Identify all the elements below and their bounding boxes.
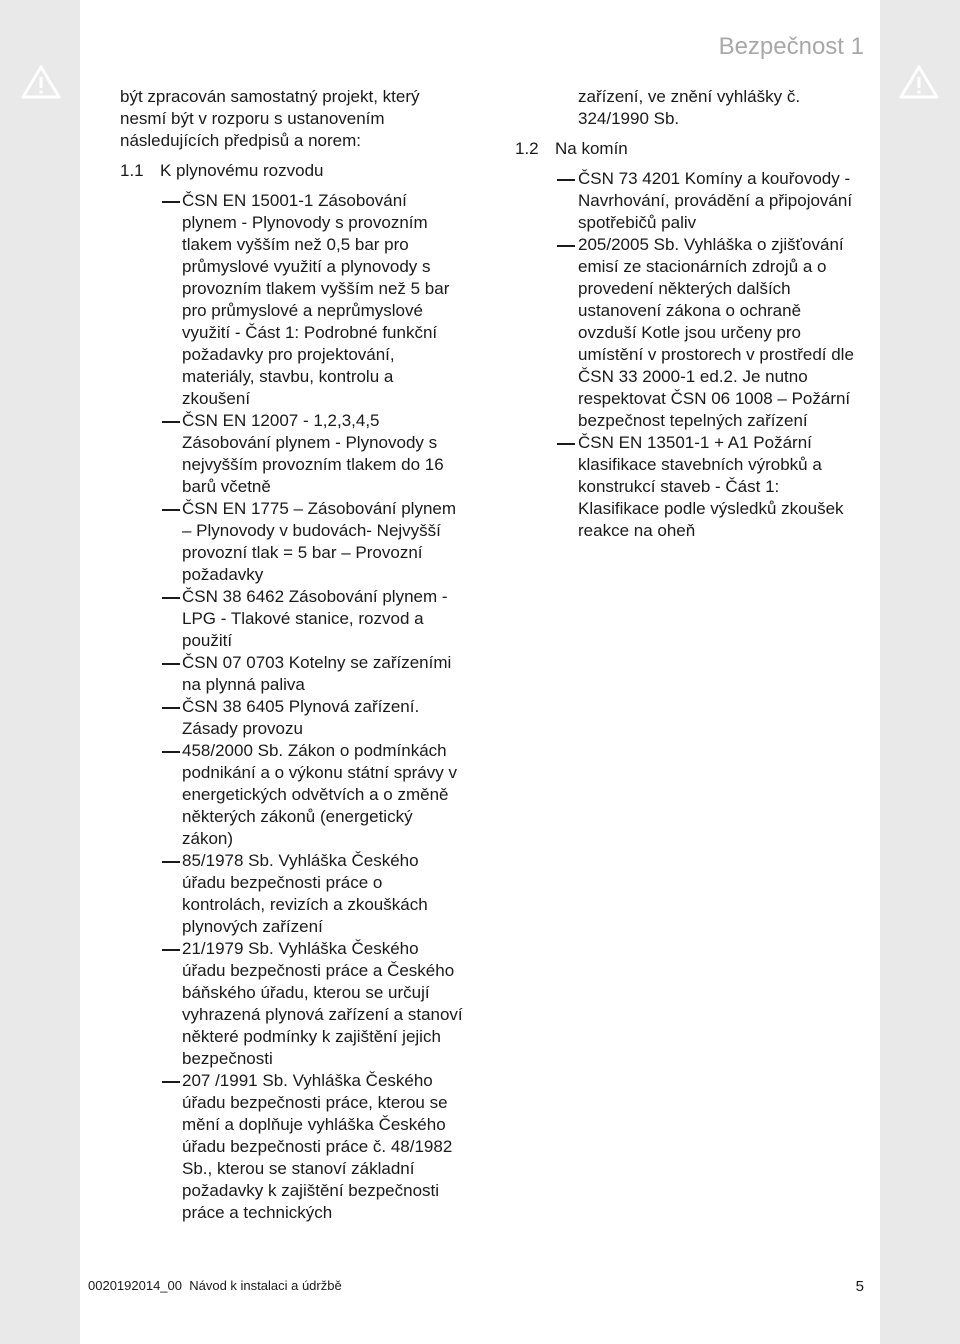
- section-title: Na komín: [555, 139, 628, 158]
- list-item: ČSN EN 12007 - 1,2,3,4,5 Zásobování plynem - Plynovody s nejvyšším provozním tlakem do 16 barů včetně: [120, 410, 465, 498]
- footer-doc-title: Návod k instalaci a údržbě: [189, 1278, 342, 1293]
- warning-triangle-icon: [20, 64, 62, 100]
- continuation-text: zařízení, ve znění vyhlášky č. 324/1990 Sb.: [578, 87, 801, 128]
- norm-list: [515, 168, 860, 542]
- list-item: ČSN 38 6405 Plynová zařízení. Zásady provozu: [120, 696, 465, 740]
- section-heading: [120, 160, 465, 182]
- list-item: ČSN 07 0703 Kotelny se zařízeními na plynná paliva: [120, 652, 465, 696]
- list-item: ČSN 73 4201 Komíny a kouřovody - Navrhování, provádění a připojování spotřebičů paliv: [515, 168, 860, 234]
- right-margin-band: [880, 0, 960, 1344]
- list-item: 458/2000 Sb. Zákon o podmínkách podnikání a o výkonu státní správy v energetických odvětvích a o změně některých zákonů (energetický zákon): [120, 740, 465, 850]
- page-footer: [88, 1278, 864, 1295]
- section-title: K plynovému rozvodu: [160, 161, 324, 180]
- norm-list: [120, 190, 465, 1224]
- list-item: 205/2005 Sb. Vyhláška o zjišťování emisí ze stacionárních zdrojů a o provedení některých dalších ustanovení zákona o ochraně ovzduší Kotle jsou určeny pro umístění v prostorech v prostředí dle ČSN 33 2000-1 ed.2. Je nutno respektovat ČSN 06 1008 – Požární bezpečnost tepelných zařízení: [515, 234, 860, 432]
- list-item: ČSN EN 13501-1 + A1 Požární klasifikace stavebních výrobků a konstrukcí staveb - Část 1: Klasifikace podle výsledků zkoušek reakce na oheň: [515, 432, 860, 542]
- intro-paragraph: být zpracován samostatný projekt, který nesmí být v rozporu s ustanovením následujících předpisů a norem:: [120, 87, 420, 150]
- footer-doc-info: [88, 1278, 342, 1295]
- footer-doc-id: 0020192014_00: [88, 1278, 182, 1293]
- page-number: 5: [855, 1278, 864, 1295]
- list-item: ČSN EN 15001-1 Zásobování plynem - Plynovody s provozním tlakem vyšším než 0,5 bar pro průmyslové využití a plynovody s provozním tlakem vyšším než 5 bar pro průmyslové a neprůmyslové využití - Část 1: Podrobné funkční požadavky pro projektování, materiály, stavbu, kontrolu a zkoušení: [120, 190, 465, 410]
- section-number: 1.1: [120, 161, 144, 180]
- list-item: ČSN 38 6462 Zásobování plynem - LPG - Tlakové stanice, rozvod a použití: [120, 586, 465, 652]
- left-column: [120, 86, 465, 1224]
- list-item: 85/1978 Sb. Vyhláška Českého úřadu bezpečnosti práce o kontrolách, revizích a zkouškách plynových zařízení: [120, 850, 465, 938]
- list-item: 21/1979 Sb. Vyhláška Českého úřadu bezpečnosti práce a Českého báňského úřadu, kterou se určují vyhrazená plynová zařízení a stanoví některé podmínky k zajištění jejich bezpečnosti: [120, 938, 465, 1070]
- list-item: 207 /1991 Sb. Vyhláška Českého úřadu bezpečnosti práce, kterou se mění a doplňuje vyhláška Českého úřadu bezpečnosti práce č. 48/1982 Sb., kterou se stanoví základní požadavky k zajištění bezpečnosti práce a technických: [120, 1070, 465, 1224]
- warning-triangle-icon: [898, 64, 940, 100]
- list-item: ČSN EN 1775 – Zásobování plynem – Plynovody v budovách- Nejvyšší provozní tlak = 5 bar – Provozní požadavky: [120, 498, 465, 586]
- left-margin-band: [0, 0, 80, 1344]
- section-heading: [515, 138, 860, 160]
- right-column: [515, 86, 860, 542]
- section-number: 1.2: [515, 139, 539, 158]
- header-title: Bezpečnost 1: [718, 33, 864, 60]
